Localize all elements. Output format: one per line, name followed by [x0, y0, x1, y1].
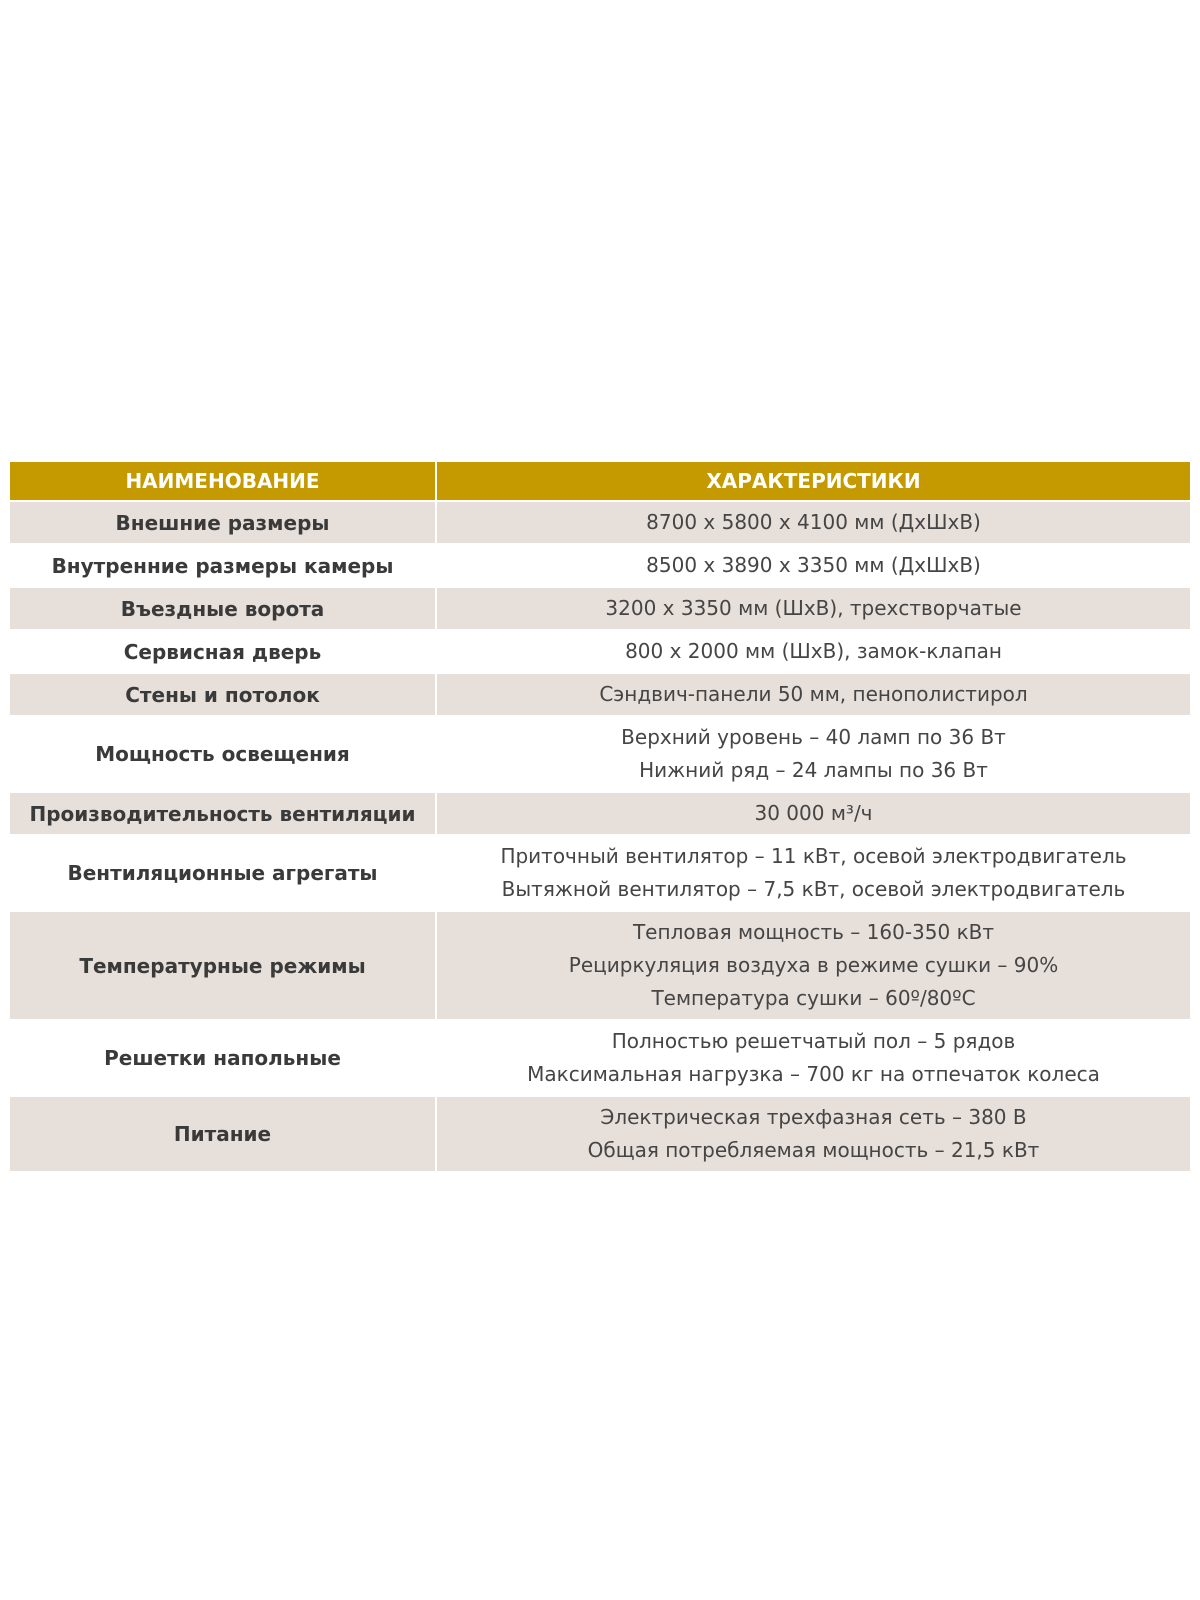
- value-line: Приточный вентилятор – 11 кВт, осевой электродвигатель: [500, 844, 1127, 868]
- row-name: Стены и потолок: [10, 674, 437, 717]
- row-name: Производительность вентиляции: [10, 793, 437, 836]
- row-name: Сервисная дверь: [10, 631, 437, 674]
- table-row: [10, 1097, 1190, 1173]
- row-value: [437, 588, 1190, 631]
- row-value: [437, 1021, 1190, 1097]
- table-row: [10, 502, 1190, 545]
- table-row: [10, 793, 1190, 836]
- row-value: [437, 717, 1190, 793]
- row-name: Внутренние размеры камеры: [10, 545, 437, 588]
- table-row: [10, 545, 1190, 588]
- row-name: Решетки напольные: [10, 1021, 437, 1097]
- row-value: [437, 1097, 1190, 1173]
- row-name: Вентиляционные агрегаты: [10, 836, 437, 912]
- value-line: Тепловая мощность – 160-350 кВт: [632, 920, 995, 944]
- value-line: 800 х 2000 мм (ШхВ), замок-клапан: [625, 639, 1002, 663]
- row-value: [437, 674, 1190, 717]
- value-line: Сэндвич-панели 50 мм, пенополистирол: [599, 682, 1028, 706]
- table-row: [10, 631, 1190, 674]
- row-value: [437, 793, 1190, 836]
- row-name: Мощность освещения: [10, 717, 437, 793]
- row-value: [437, 631, 1190, 674]
- row-name: Въездные ворота: [10, 588, 437, 631]
- row-name: Внешние размеры: [10, 502, 437, 545]
- value-line: Рециркуляция воздуха в режиме сушки – 90%: [568, 953, 1059, 977]
- value-line: 8700 х 5800 х 4100 мм (ДхШхВ): [646, 510, 981, 534]
- value-line: 8500 х 3890 х 3350 мм (ДхШхВ): [646, 553, 981, 577]
- header-name: НАИМЕНОВАНИЕ: [10, 462, 437, 502]
- table-row: [10, 912, 1190, 1021]
- table-row: [10, 588, 1190, 631]
- value-line: Электрическая трехфазная сеть – 380 В: [600, 1105, 1027, 1129]
- value-line: 3200 х 3350 мм (ШхВ), трехстворчатые: [605, 596, 1022, 620]
- value-line: Максимальная нагрузка – 700 кг на отпечаток колеса: [527, 1062, 1100, 1086]
- value-line: Общая потребляемая мощность – 21,5 кВт: [587, 1138, 1040, 1162]
- value-line: 30 000 м³/ч: [754, 801, 873, 825]
- row-value: [437, 545, 1190, 588]
- value-line: Полностью решетчатый пол – 5 рядов: [611, 1029, 1016, 1053]
- table-row: [10, 836, 1190, 912]
- table-row: [10, 1021, 1190, 1097]
- value-line: Нижний ряд – 24 лампы по 36 Вт: [639, 758, 988, 782]
- table-row: [10, 674, 1190, 717]
- table-header-row: [10, 462, 1190, 502]
- row-value: [437, 836, 1190, 912]
- table-row: [10, 717, 1190, 793]
- row-name: Питание: [10, 1097, 437, 1173]
- row-value: [437, 502, 1190, 545]
- spec-table: [10, 462, 1190, 1173]
- row-name: Температурные режимы: [10, 912, 437, 1021]
- header-characteristics: ХАРАКТЕРИСТИКИ: [437, 462, 1190, 502]
- value-line: Температура сушки – 60º/80ºС: [651, 986, 976, 1010]
- value-line: Вытяжной вентилятор – 7,5 кВт, осевой электродвигатель: [501, 877, 1126, 901]
- row-value: [437, 912, 1190, 1021]
- value-line: Верхний уровень – 40 ламп по 36 Вт: [621, 725, 1006, 749]
